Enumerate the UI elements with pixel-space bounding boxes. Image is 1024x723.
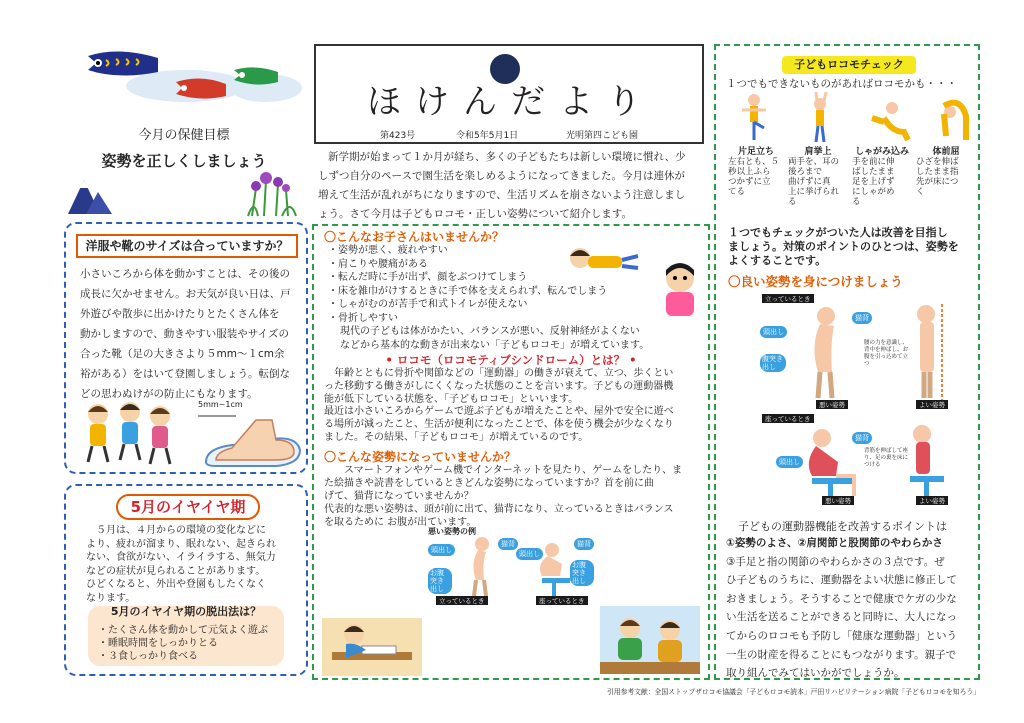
iyaiya-line: ひどくなると、外出や登園もしたくなく [86,579,266,591]
foot-size-label: 5mm~1cm [198,400,243,409]
bad-sitting-label: 座っているとき [536,596,588,605]
good-posture-figure [756,292,956,520]
improve-text [728,226,978,268]
check-desc-line: てる [728,187,746,197]
child-crying-illustration [656,260,704,320]
locomo-line: 能が低下している状態を、「子どもロコモ」といいます。 [324,393,579,405]
locomo-line: 年齢とともに骨折や関節などの「運動器」の働きが衰えて、立つ、歩くとい [334,368,674,379]
good-posture-title: 〇良い姿勢を身につけましょう [728,274,903,289]
check-desc-line: ばしたまま [852,167,895,177]
bad-belly-badge-standing: お腹突き出し [428,568,452,594]
q2-text [324,464,708,529]
improve-line: １つでもチェックがついた人は改善を目指し [728,226,948,239]
check-desc-line: 手を前に伸 [852,157,895,167]
iyaiya-title: 5月のイヤイヤ期 [116,494,260,520]
footer-reference: 引用参考文献：全国ストップザロコモ協議会「子どもロコモ読本」戸田リハビリテーション病院「子どもロコモを知ろう」 [606,688,980,696]
iyaiya-line: などの症状が見られることがあります。 [86,565,266,577]
points-line: てからのロコモも予防し「健康な運動器」という [726,629,957,642]
header-box [314,44,704,144]
q1-tail: などから基本的な動きが出来ない「子どもロコモ」が増えています。 [340,339,650,351]
bad-back-badge-standing: 猫背 [498,538,518,550]
foot-in-shoe-illustration [196,410,302,470]
points-line: 取り組んでみてはいかがでしょうか。 [726,667,905,680]
points-line: おきましょう。そうすることで健康でケガの少な [726,592,957,605]
locomo-line: ました。その結果、「子どもロコモ」が増えているのです。 [324,431,589,443]
good-posture-label: よい姿勢 [916,400,948,409]
iyaiya-line: ５月は、４月からの環境の変化などに [96,525,266,536]
bad-posture-figure [428,526,596,606]
check-item-shoulder [788,144,848,207]
improve-line: よくすることです。 [728,254,827,267]
check-desc-line: 上に挙げられ [788,187,840,197]
check-item-forward-bend [916,144,976,197]
points-text [726,534,980,683]
check-item-desc [788,157,848,207]
check-desc-line: 左右とも、５ [728,157,780,167]
iyaiya-section [64,484,308,676]
check-item-desc [728,157,784,197]
children-gaming-illustration [600,606,700,674]
locomo-line: 最近は小さいころからゲームで遊ぶ子どもが増えたことや、屋外で安全に遊べ [324,406,674,418]
q1-item: ・床を雑巾がけするときに手で体を支えられず、転んでしまう [328,285,608,297]
shoes-line: どの思わぬけがの防止にもなります。 [80,388,258,400]
sit-back-badge: 猫背 [852,432,872,444]
child-fallen-illustration [566,242,640,276]
iyaiya-line: ない、食欲がない、イライラする、無気力 [86,552,276,564]
check-desc-line: したまま指 [916,167,959,177]
points-line: ①姿勢のよさ、②肩関節と股関節のやわらかさ [726,537,943,549]
mountain-illustration [66,170,116,216]
good-posture-label-sitting: よい姿勢 [916,496,948,505]
check-desc-line: つかずに立 [728,177,771,187]
shoes-line: 成長に欠かせません。お天気が良い日は、戸 [80,288,291,300]
children-running-illustration [80,400,180,466]
shoes-section [64,222,308,474]
iyaiya-line: より、疲れが溜まり、眠れない、起きられ [86,538,276,550]
check-desc-line: る [788,197,797,207]
bad-examples-label: 悪い姿勢の例 [428,527,476,536]
check-desc-line: 両手を、耳の [788,157,840,167]
intro-text [318,148,710,224]
q1-item: ・しゃがむのが苦手で和式トイレが使えない [328,299,528,310]
bad-belly-badge-sitting: お腹突き出し [570,560,594,586]
goal-label: 今月の保健目標 [138,128,230,143]
left-top-panel [66,44,302,220]
check-desc-line: ひざを伸ば [916,157,959,167]
iris-flower-illustration [242,158,302,218]
locomo-text [324,368,704,445]
good-back-badge: 猫背 [852,312,872,324]
shoes-line: 小さいころから体を動かすことは、その後の [80,268,290,280]
bad-back-badge-sitting: 猫背 [574,538,594,550]
improve-line: ましょう。対策のポイントのひとつは、姿勢を [728,240,959,253]
check-item-one-leg [728,144,784,197]
check-desc-line: 秒以上ふら [728,167,771,177]
check-desc-line: 足を上げず [852,177,895,187]
iyaiya-text [86,524,306,606]
locomo-line: る場所が減ったこと、生活が便利になったことで、体を使う機会が少なくなり [324,419,674,431]
bad-head-badge-sitting: 頭出し [516,548,543,560]
shoes-line: 合った靴（足の大きさより５mm～１cm余 [80,348,285,360]
standing-note: 腰の力を意識し、背中を伸ばし、お腹を引っ込めて立つ [864,340,909,367]
check-item-desc [916,157,976,197]
check-desc-line: る [852,197,861,207]
points-line: い生活を送ることができると同時に、大人になっ [726,611,957,624]
sit-head-badge: 頭出し [776,456,803,468]
shoes-line: 動かしますので、動きやすい服装やサイズの [80,328,289,340]
shoes-title: 洋服や靴のサイズは合っていますか？ [76,234,298,258]
q1-item: ・骨折しやすい [328,312,398,324]
iyaiya-tips-title: 5月のイヤイヤ期の脱出法は？ [110,605,262,618]
sitting-label: 座っているとき [762,414,814,423]
iyaiya-tips [98,624,282,663]
shoes-line: 外遊びや散歩に出かけたりとたくさん体を [80,308,280,320]
check-subtitle: １つでもできないものがあればロコモかも・・・ [726,78,957,90]
standing-label: 立っているとき [762,294,814,303]
q2-line: を取るために お腹が出ています。 [324,517,477,528]
intro-line: ょう。さて今月は子どもロコモ・正しい姿勢について紹介します。 [318,208,632,220]
locomo-line: った移動する働きがしにくくなった状態のことを言います。子どもの運動器機 [324,380,674,392]
points-line: 一生の財産を得ることにもつながります。親子で [726,648,957,661]
check-item-desc [852,157,912,207]
points-line: ひ子どものうちに、運動器をよい状態に修正して [726,574,957,587]
koinobori-illustration [66,46,302,116]
q1-item: ・肩こりや腰痛がある [328,258,428,270]
sitting-note: 背筋を伸ばして座り、足の裏を床につける [864,448,909,468]
bad-standing-label: 立っているとき [436,596,488,605]
q1-item: ・転んだ時に手が出ず、顔をぶつけてしまう [328,272,528,283]
iyaiya-tips-box [88,606,284,666]
locomo-title: • ロコモ（ロコモティブシンドローム）とは？ • [385,353,637,367]
check-title: 子どもロコモチェック [782,56,916,74]
q2-line: スマートフォンやゲーム機でインターネットを見たり、ゲームをしたり、ま [344,465,683,476]
q1-tail: 現代の子どもは体がかたい、バランスが悪い、反射神経がよくない [340,326,640,337]
q2-line: げて、猫背になっていませんか？ [324,491,474,502]
check-item-name: 肩挙上 [804,147,832,157]
check-item-squat [852,144,912,207]
check-item-name: 片足立ち [737,147,774,157]
q2-title: 〇こんな姿勢になっていませんか？ [324,450,517,464]
child-drawing-illustration [322,618,422,676]
check-item-name: しゃがみ込み [854,147,909,157]
q2-line: た絵描きや読書をしているときどんな姿勢になっていますか？首を前に曲 [324,478,654,489]
check-desc-line: にしゃがめ [852,187,895,197]
q1-title: 〇こんなお子さんはいませんか？ [324,230,505,244]
header-date: 令和5年5月1日 [456,131,519,141]
middle-section [312,224,710,680]
iyaiya-line: なります。 [86,592,136,604]
iyaiya-tip: ・睡眠時間をしっかりとる [98,638,218,649]
check-desc-line: く [916,187,925,197]
good-head-badge: 頭出し [760,326,787,338]
intro-line: 増えて生活が乱れがちになりますので、生活リズムを崩さないよう注意しまし [318,189,686,201]
shoes-text [80,264,304,404]
points-title: 子どもの運動器機能を改善するポイントは [738,520,947,533]
check-desc-line: 先が床につ [916,177,959,187]
iyaiya-tip: ・たくさん体を動かして元気よく遊ぶ [98,625,268,636]
check-item-name: 体前屈 [932,147,960,157]
good-belly-badge: 腹突き出し [760,354,786,372]
points-line: ③手足と指の関節のやわらかさの３点です。ぜ [726,555,945,568]
check-poses-illustration [732,92,976,144]
goal-text: 姿勢を正しくしましょう [101,152,267,170]
intro-line: 新学期が始まって１か月が経ち、多くの子どもたちは新しい環境に慣れ、少 [328,151,686,163]
right-section [714,44,980,680]
check-desc-line: 後ろまで [788,167,823,177]
shoes-line: 裕がある）をはいて登園しましょう。転倒な [80,368,290,380]
bad-posture-label: 悪い姿勢 [816,400,848,409]
intro-line: しずつ自分のペースで園生活を楽しめるようになってきました。今月は連休が [318,170,685,182]
bad-head-badge-standing: 頭出し [428,544,455,556]
header-school: 光明第四こども園 [566,131,639,141]
q2-line: 代表的な悪い姿勢は、頭が前に出て、猫背になり、立っているときはバランス [324,504,674,515]
bad-posture-label-sitting: 悪い姿勢 [822,496,854,505]
header-title: ほけんだより [367,82,655,122]
iyaiya-tip: ・３食しっかり食べる [98,651,198,662]
check-desc-line: 曲げずに真 [788,177,831,187]
q1-item: ・姿勢が悪く、疲れやすい [328,245,448,256]
header-issue: 第423号 [380,131,416,141]
